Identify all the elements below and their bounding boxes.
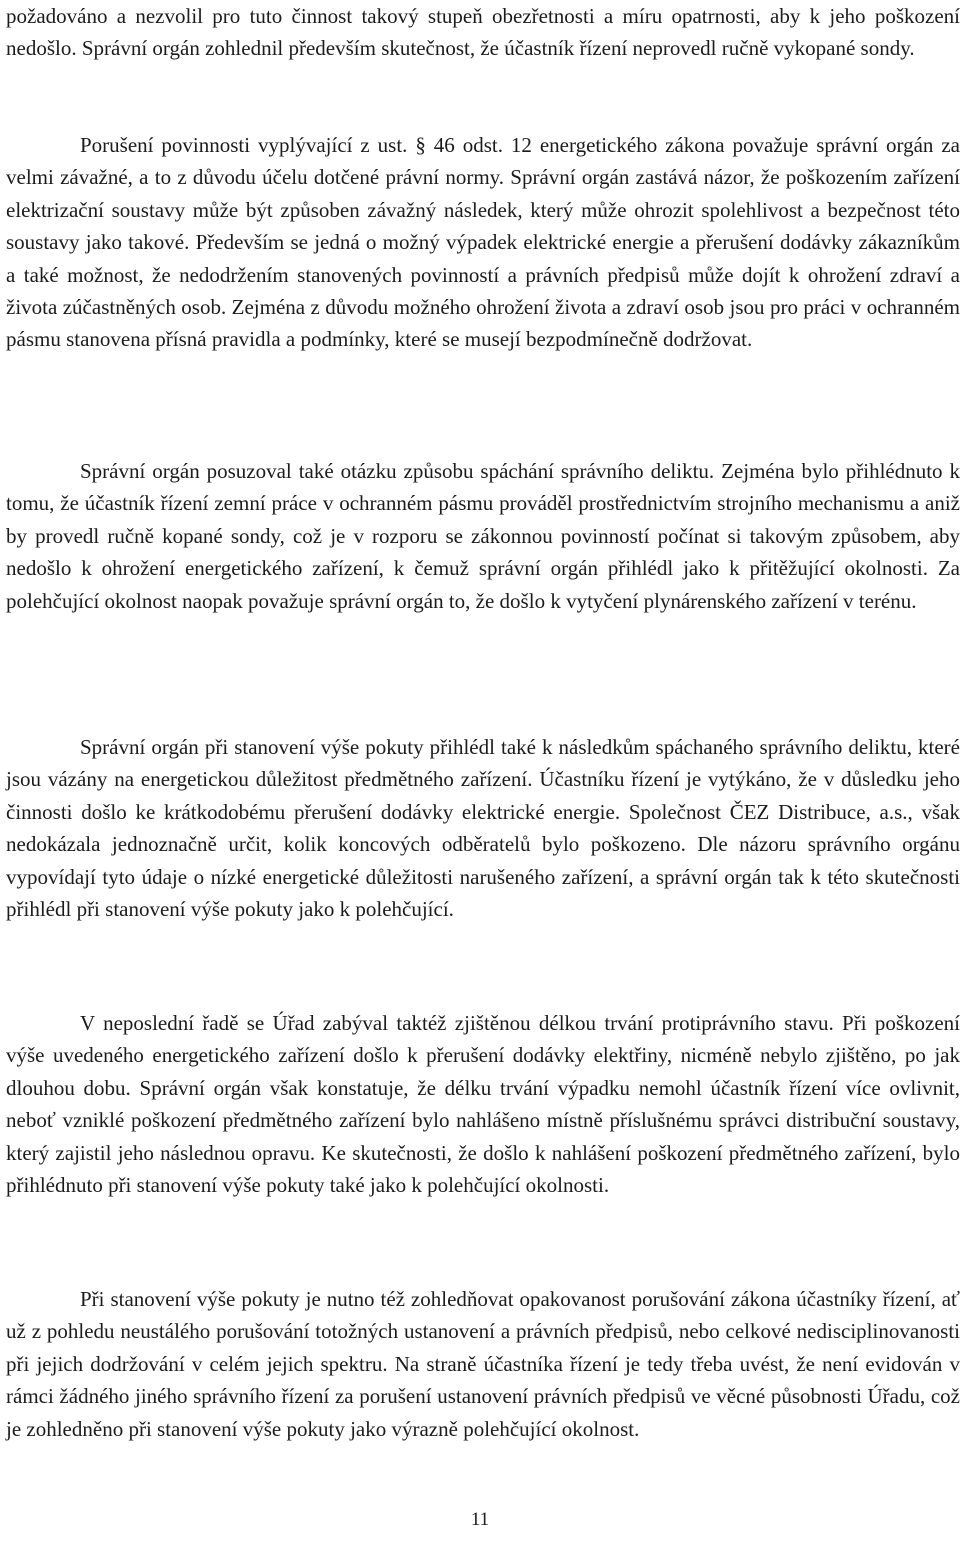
paragraph-repetition: Při stanovení výše pokuty je nutno též zohledňovat opakovanost porušování zákona účastníky řízení, ať už z pohledu neustálého porušování totožných ustanovení a právních předpisů, nebo celkové nedisciplinovanosti při jejich dodržování v celém jejich spektru. Na straně účastníka řízení je tedy třeba uvést, že není evidován v rámci žádného jiného správního řízení za porušení ustanovení právních předpisů ve věcné působnosti Úřadu, což je zohledněno při stanovení výše pokuty jako výrazně polehčující okolnost. xyxy=(6,1287,960,1441)
paragraph-violation-severity: Porušení povinnosti vyplývající z ust. § 46 odst. 12 energetického zákona považuje správní orgán za velmi závažné, a to z důvodu účelu dotčené právní normy. Správní orgán zastává názor, že poškozením zařízení elektrizační soustavy může být způsoben závažný následek, který může ohrozit spolehlivost a bezpečnost této soustavy jako takové. Především se jedná o možný výpadek elektrické energie a přerušení dodávky zákazníkům a také možnost, že nedodržením stanovených povinností a právních předpisů může dojít k ohrožení zdraví a života zúčastněných osob. Zejména z důvodu možného ohrožení života a zdraví osob jsou pro práci v ochranném pásmu stanovena přísná pravidla a podmínky, které se musejí bezpodmínečně dodržovat. xyxy=(6,133,960,352)
paragraph-manner-of-offense: Správní orgán posuzoval také otázku způsobu spáchání správního deliktu. Zejména bylo přihlédnuto k tomu, že účastník řízení zemní práce v ochranném pásmu prováděl prostřednictvím strojního mechanismu a aniž by provedl ručně kopané sondy, což je v rozporu se zákonnou povinností počínat si takovým způsobem, aby nedošlo k ohrožení energetického zařízení, k čemuž správní orgán přihlédl jako k přitěžující okolnosti. Za polehčující okolnost naopak považuje správní orgán to, že došlo k vytyčení plynárenského zařízení v terénu. xyxy=(6,459,960,613)
paragraph-duration: V neposlední řadě se Úřad zabýval taktéž zjištěnou délkou trvání protiprávního stavu. Při poškození výše uvedeného energetického zařízení došlo k přerušení dodávky elektřiny, nicméně nebylo zjištěno, po jak dlouhou dobu. Správní orgán však konstatuje, že délku trvání výpadku nemohl účastník řízení více ovlivnit, neboť vzniklé poškození předmětného zařízení bylo nahlášeno místně příslušnému správci distribuční soustavy, který zajistil jeho následnou opravu. Ke skutečnosti, že došlo k nahlášení poškození předmětného zařízení, bylo přihlédnuto při stanovení výše pokuty také jako k polehčující okolnosti. xyxy=(6,1011,960,1198)
page-number: 11 xyxy=(470,1509,490,1530)
paragraph-consequences: Správní orgán při stanovení výše pokuty přihlédl také k následkům spáchaného správního deliktu, které jsou vázány na energetickou důležitost předmětného zařízení. Účastníku řízení je vytýkáno, že v důsledku jeho činnosti došlo ke krátkodobému přerušení dodávky elektrické energie. Společnost ČEZ Distribuce, a.s., však nedokázala jednoznačně určit, kolik koncových odběratelů bylo poškozeno. Dle názoru správního orgánu vypovídají tyto údaje o nízké energetické důležitosti narušeného zařízení, a správní orgán tak k této skutečnosti přihlédl při stanovení výše pokuty jako k polehčující. xyxy=(6,735,960,922)
paragraph-continuation: požadováno a nezvolil pro tuto činnost takový stupeň obezřetnosti a míru opatrnosti, aby k jeho poškození nedošlo. Správní orgán zohlednil především skutečnost, že účastník řízení neprovedl ručně vykopané sondy. xyxy=(6,4,960,61)
